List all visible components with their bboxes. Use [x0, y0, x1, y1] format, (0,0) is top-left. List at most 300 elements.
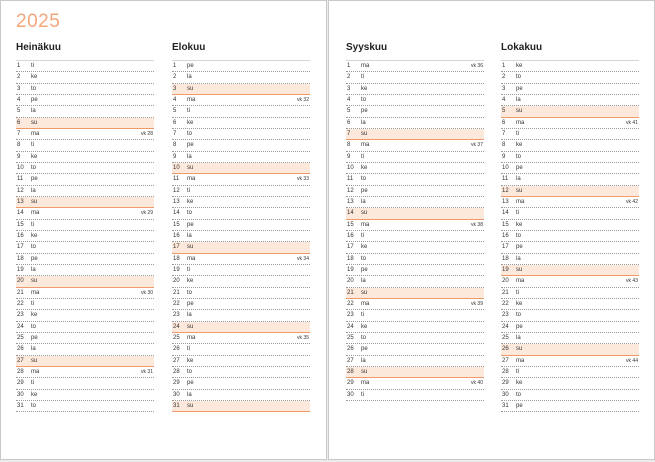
day-row — [16, 242, 154, 253]
weekday-label: ti — [361, 391, 364, 398]
day-row — [16, 254, 154, 265]
weekday-label: su — [361, 130, 368, 137]
day-row — [16, 140, 154, 151]
weekday-label: ke — [31, 153, 38, 160]
day-number: 19 — [173, 266, 180, 273]
week-number: vk 41 — [626, 119, 638, 126]
weekday-label: pe — [361, 266, 368, 273]
day-row-sunday — [501, 265, 639, 276]
weekday-label: to — [31, 402, 37, 409]
day-number: 21 — [173, 289, 180, 296]
day-row — [501, 129, 639, 140]
weekday-label: ma — [516, 198, 525, 205]
day-row — [172, 95, 310, 106]
day-number: 19 — [502, 266, 509, 273]
weekday-label: ti — [187, 108, 190, 115]
day-number: 11 — [17, 176, 24, 183]
day-row — [16, 367, 154, 378]
day-number: 1 — [173, 63, 177, 69]
day-row — [16, 129, 154, 140]
day-row-sunday — [16, 276, 154, 287]
weekday-label: to — [31, 323, 37, 330]
week-number: vk 44 — [626, 357, 638, 364]
day-row — [501, 61, 639, 72]
day-row — [172, 186, 310, 197]
left-page — [0, 0, 327, 460]
day-row — [172, 333, 310, 344]
weekday-label: ke — [361, 164, 368, 171]
day-number: 25 — [17, 334, 24, 341]
day-row — [346, 61, 484, 72]
weekday-label: to — [516, 312, 522, 319]
day-number: 3 — [17, 85, 21, 92]
weekday-label: ma — [187, 176, 196, 183]
weekday-label: to — [516, 391, 522, 398]
weekday-label: la — [361, 357, 366, 364]
weekday-label: ma — [516, 357, 525, 364]
day-row — [501, 95, 639, 106]
month-title: Lokakuu — [501, 42, 543, 53]
day-number: 14 — [17, 210, 24, 217]
weekday-label: ma — [187, 96, 196, 103]
weekday-label: pe — [31, 176, 38, 183]
day-row-sunday — [172, 242, 310, 253]
weekday-label: ma — [361, 142, 370, 149]
day-number: 11 — [173, 176, 180, 183]
day-row — [501, 242, 639, 253]
weekday-label: ma — [361, 221, 370, 228]
weekday-label: ti — [31, 380, 34, 387]
day-row — [346, 310, 484, 321]
weekday-label: to — [31, 244, 37, 251]
day-row — [16, 72, 154, 83]
week-number: vk 37 — [471, 142, 483, 149]
day-number: 23 — [17, 312, 24, 319]
day-number: 18 — [173, 255, 180, 262]
weekday-label: ma — [187, 334, 196, 341]
weekday-label: ti — [361, 312, 364, 319]
weekday-label: ma — [187, 255, 196, 262]
year-title: 2025 — [16, 11, 61, 32]
day-row — [501, 152, 639, 163]
day-number: 20 — [173, 278, 180, 285]
weekday-label: ti — [187, 187, 190, 194]
day-row — [16, 152, 154, 163]
day-number: 28 — [502, 368, 509, 375]
day-row — [501, 401, 639, 412]
weekday-label: su — [361, 368, 368, 375]
day-number: 28 — [173, 368, 180, 375]
day-row — [16, 401, 154, 412]
day-row — [16, 163, 154, 174]
weekday-label: ke — [361, 85, 368, 92]
day-number: 19 — [17, 266, 24, 273]
day-number: 13 — [173, 198, 180, 205]
day-row — [346, 242, 484, 253]
day-number: 6 — [173, 119, 177, 126]
weekday-label: pe — [516, 402, 523, 409]
day-row — [501, 254, 639, 265]
weekday-label: to — [187, 368, 193, 375]
day-number: 29 — [17, 380, 24, 387]
weekday-label: pe — [516, 323, 523, 330]
day-number: 20 — [17, 278, 24, 285]
day-number: 15 — [17, 221, 24, 228]
day-number: 1 — [17, 63, 21, 69]
day-number: 24 — [173, 323, 180, 330]
day-row — [172, 118, 310, 129]
day-list — [16, 60, 154, 412]
weekday-label: la — [31, 187, 36, 194]
day-number: 28 — [17, 368, 24, 375]
day-number: 30 — [173, 391, 180, 398]
weekday-label: ma — [361, 300, 370, 307]
day-number: 9 — [173, 153, 177, 160]
week-number: vk 32 — [297, 96, 309, 103]
day-number: 17 — [17, 244, 24, 251]
day-number: 17 — [502, 244, 509, 251]
weekday-label: ke — [516, 142, 523, 149]
weekday-label: la — [31, 108, 36, 115]
day-list — [346, 60, 484, 401]
weekday-label: ma — [516, 119, 525, 126]
day-row — [172, 344, 310, 355]
day-row — [172, 265, 310, 276]
weekday-label: su — [516, 187, 523, 194]
day-row-sunday — [346, 129, 484, 140]
weekday-label: su — [187, 85, 194, 92]
day-number: 26 — [17, 346, 24, 353]
day-number: 7 — [17, 130, 21, 137]
day-row-sunday — [501, 106, 639, 117]
day-number: 11 — [347, 176, 354, 183]
day-number: 1 — [502, 63, 506, 69]
day-row — [346, 276, 484, 287]
week-number: vk 38 — [471, 221, 483, 228]
day-number: 8 — [502, 142, 506, 149]
week-number: vk 43 — [626, 278, 638, 285]
month-title: Elokuu — [172, 42, 206, 53]
weekday-label: ke — [187, 198, 194, 205]
weekday-label: ti — [187, 266, 190, 273]
day-row — [346, 220, 484, 231]
day-row — [501, 197, 639, 208]
day-row — [346, 140, 484, 151]
weekday-label: su — [187, 402, 194, 409]
day-row — [172, 390, 310, 401]
day-number: 20 — [347, 278, 354, 285]
day-number: 23 — [347, 312, 354, 319]
day-number: 31 — [17, 402, 24, 409]
weekday-label: su — [31, 278, 38, 285]
weekday-label: pe — [187, 142, 194, 149]
week-number: vk 34 — [297, 255, 309, 262]
weekday-label: su — [31, 357, 38, 364]
weekday-label: ti — [516, 289, 519, 296]
day-number: 4 — [17, 96, 21, 103]
day-row — [501, 231, 639, 242]
day-number: 23 — [502, 312, 509, 319]
day-number: 31 — [502, 402, 509, 409]
day-row-sunday — [346, 367, 484, 378]
weekday-label: la — [187, 391, 192, 398]
day-number: 13 — [347, 198, 354, 205]
day-number: 18 — [17, 255, 24, 262]
day-list — [501, 60, 639, 412]
day-number: 18 — [347, 255, 354, 262]
day-number: 3 — [347, 85, 351, 92]
day-number: 2 — [347, 74, 351, 81]
day-number: 5 — [502, 108, 506, 115]
day-number: 30 — [347, 391, 354, 398]
day-row — [346, 95, 484, 106]
week-number: vk 28 — [141, 130, 153, 137]
weekday-label: la — [187, 312, 192, 319]
day-number: 30 — [17, 391, 24, 398]
day-number: 29 — [173, 380, 180, 387]
day-number: 28 — [347, 368, 354, 375]
weekday-label: pe — [361, 108, 368, 115]
weekday-label: la — [187, 74, 192, 81]
day-row — [172, 276, 310, 287]
day-row — [172, 208, 310, 219]
day-row — [16, 106, 154, 117]
weekday-label: su — [516, 108, 523, 115]
weekday-label: to — [31, 164, 37, 171]
day-row — [346, 265, 484, 276]
month-column — [501, 42, 639, 412]
day-number: 15 — [347, 221, 354, 228]
day-row — [172, 356, 310, 367]
week-number: vk 33 — [297, 176, 309, 183]
weekday-label: su — [31, 198, 38, 205]
day-number: 23 — [173, 312, 180, 319]
day-row — [172, 288, 310, 299]
day-number: 15 — [502, 221, 509, 228]
day-row-sunday — [16, 118, 154, 129]
weekday-label: ti — [31, 221, 34, 228]
day-row — [346, 299, 484, 310]
day-number: 7 — [502, 130, 506, 137]
week-number: vk 35 — [297, 334, 309, 341]
weekday-label: ke — [516, 221, 523, 228]
weekday-label: la — [516, 255, 521, 262]
weekday-label: pe — [187, 221, 194, 228]
month-title: Syyskuu — [346, 42, 388, 53]
day-number: 12 — [17, 187, 24, 194]
day-row — [501, 276, 639, 287]
day-row — [172, 106, 310, 117]
weekday-label: ke — [31, 391, 38, 398]
weekday-label: la — [516, 96, 521, 103]
weekday-label: pe — [31, 255, 38, 262]
day-number: 24 — [17, 323, 24, 330]
weekday-label: ti — [516, 130, 519, 137]
weekday-label: la — [187, 232, 192, 239]
day-number: 6 — [347, 119, 351, 126]
day-number: 6 — [17, 119, 21, 126]
weekday-label: ti — [31, 142, 34, 149]
day-row — [16, 378, 154, 389]
weekday-label: su — [516, 266, 523, 273]
day-number: 29 — [502, 380, 509, 387]
weekday-label: ke — [361, 244, 368, 251]
day-number: 21 — [17, 289, 24, 296]
day-row — [346, 118, 484, 129]
day-row — [346, 163, 484, 174]
day-row — [16, 288, 154, 299]
day-number: 25 — [347, 334, 354, 341]
weekday-label: to — [31, 85, 37, 92]
weekday-label: ma — [361, 63, 370, 69]
day-number: 2 — [17, 74, 21, 81]
weekday-label: to — [516, 74, 522, 81]
day-number: 1 — [347, 63, 351, 69]
week-number: vk 36 — [471, 63, 483, 69]
day-row — [16, 265, 154, 276]
day-number: 21 — [502, 289, 509, 296]
weekday-label: ke — [31, 312, 38, 319]
day-row — [501, 299, 639, 310]
day-number: 10 — [17, 164, 24, 171]
weekday-label: pe — [187, 300, 194, 307]
weekday-label: la — [516, 176, 521, 183]
day-number: 22 — [17, 300, 24, 307]
weekday-label: to — [187, 130, 193, 137]
day-number: 9 — [502, 153, 506, 160]
day-number: 16 — [17, 232, 24, 239]
day-row — [16, 231, 154, 242]
day-row — [501, 333, 639, 344]
day-row — [172, 231, 310, 242]
day-row — [501, 367, 639, 378]
day-number: 27 — [173, 357, 180, 364]
day-number: 13 — [17, 198, 24, 205]
day-row — [16, 220, 154, 231]
day-row — [16, 390, 154, 401]
day-number: 7 — [347, 130, 351, 137]
day-row — [346, 231, 484, 242]
day-number: 21 — [347, 289, 354, 296]
weekday-label: pe — [516, 85, 523, 92]
day-row — [501, 140, 639, 151]
day-row — [172, 61, 310, 72]
day-row — [346, 344, 484, 355]
weekday-label: to — [187, 210, 193, 217]
weekday-label: to — [361, 96, 367, 103]
day-row — [172, 299, 310, 310]
day-row-sunday — [172, 84, 310, 95]
month-column — [16, 42, 154, 412]
weekday-label: la — [31, 346, 36, 353]
day-row — [172, 174, 310, 185]
day-row — [172, 220, 310, 231]
weekday-label: ti — [516, 368, 519, 375]
day-row-sunday — [172, 322, 310, 333]
day-number: 29 — [347, 380, 354, 387]
day-number: 10 — [502, 164, 509, 171]
weekday-label: ti — [361, 232, 364, 239]
weekday-label: ke — [187, 357, 194, 364]
weekday-label: ke — [187, 278, 194, 285]
weekday-label: su — [516, 346, 523, 353]
weekday-label: su — [361, 210, 368, 217]
weekday-label: to — [361, 176, 367, 183]
day-number: 4 — [502, 96, 506, 103]
day-row — [172, 152, 310, 163]
day-row — [16, 322, 154, 333]
day-list — [172, 60, 310, 412]
week-number: vk 40 — [471, 380, 483, 387]
weekday-label: to — [361, 255, 367, 262]
day-number: 17 — [347, 244, 354, 251]
day-row — [172, 310, 310, 321]
day-number: 27 — [17, 357, 24, 364]
weekday-label: su — [361, 289, 368, 296]
day-number: 22 — [173, 300, 180, 307]
day-number: 5 — [173, 108, 177, 115]
day-number: 10 — [173, 164, 180, 171]
weekday-label: la — [187, 153, 192, 160]
day-row-sunday — [501, 186, 639, 197]
weekday-label: ti — [361, 153, 364, 160]
day-row-sunday — [16, 356, 154, 367]
weekday-label: ke — [516, 63, 523, 69]
day-number: 18 — [502, 255, 509, 262]
day-row — [501, 310, 639, 321]
day-number: 3 — [502, 85, 506, 92]
weekday-label: ke — [187, 119, 194, 126]
day-row — [16, 186, 154, 197]
day-number: 8 — [347, 142, 351, 149]
weekday-label: pe — [187, 380, 194, 387]
day-row — [501, 378, 639, 389]
day-number: 25 — [173, 334, 180, 341]
day-number: 8 — [17, 142, 21, 149]
week-number: vk 29 — [141, 210, 153, 217]
day-number: 22 — [502, 300, 509, 307]
day-number: 27 — [502, 357, 509, 364]
day-row — [346, 84, 484, 95]
day-row-sunday — [501, 344, 639, 355]
day-number: 27 — [347, 357, 354, 364]
weekday-label: ma — [31, 368, 40, 375]
day-row — [16, 84, 154, 95]
day-row — [346, 333, 484, 344]
day-row-sunday — [16, 197, 154, 208]
day-row — [172, 197, 310, 208]
day-row — [16, 174, 154, 185]
day-row — [172, 254, 310, 265]
day-number: 4 — [173, 96, 177, 103]
day-row — [16, 333, 154, 344]
weekday-label: to — [516, 153, 522, 160]
day-row — [501, 390, 639, 401]
weekday-label: la — [361, 119, 366, 126]
day-number: 12 — [502, 187, 509, 194]
day-number: 16 — [347, 232, 354, 239]
day-row — [16, 344, 154, 355]
day-row — [501, 322, 639, 333]
weekday-label: ke — [31, 74, 38, 81]
day-row — [501, 208, 639, 219]
day-row-sunday — [172, 401, 310, 412]
day-row — [501, 220, 639, 231]
weekday-label: ke — [516, 380, 523, 387]
weekday-label: ma — [516, 278, 525, 285]
weekday-label: ti — [31, 300, 34, 307]
day-number: 4 — [347, 96, 351, 103]
